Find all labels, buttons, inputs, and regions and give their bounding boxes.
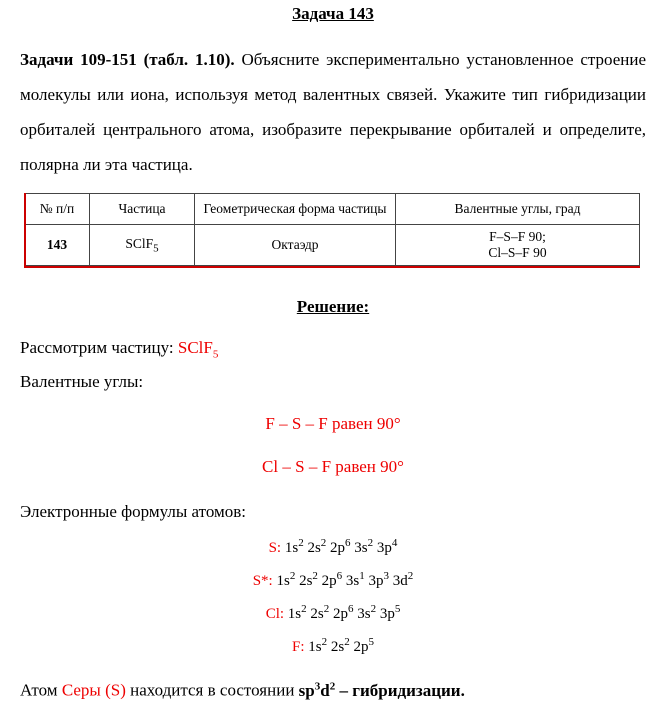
orbital: 1s [287,606,302,622]
orbital: 3s [353,606,371,622]
orbital-electrons: 2 [370,603,377,615]
orbital-electrons: 2 [407,570,414,582]
orbital: 3s [350,540,368,556]
header-angles: Валентные углы, град [396,194,640,225]
orbital-electrons: 6 [347,603,354,615]
orbital: 2p [326,540,346,556]
orbital-electrons: 6 [336,570,343,582]
orbital: 2s [306,606,324,622]
table-row [25,225,640,266]
angle-fsf: F – S – F равен 90° [265,414,401,433]
orbital: 2s [303,540,321,556]
header-particle: Частица [90,194,195,225]
particle-highlight: SClF$_5$ [177,338,219,361]
orbital: 2s [327,639,345,655]
orbital-electrons: 2 [301,603,307,615]
formula-cl [0,603,666,623]
task-reference: Задачи 109-151 (табл. 1.10). [20,50,235,69]
orbital-electrons: 3 [383,570,390,582]
formula-atom: S*: [252,573,277,589]
orbital: 2p [329,606,348,622]
orbital-electrons: 2 [367,537,374,549]
table-red-leftline [24,193,26,268]
data-table [24,193,640,266]
angles-label: Валентные углы: [20,372,144,391]
cell-particle: SClF$_5$ [90,225,195,266]
orbital-electrons: 5 [394,603,401,615]
cell-shape: Октаэдр [195,225,396,266]
solution-title: Решение: [296,297,370,316]
hybridization-line: Атом Серы (S) находится в состоянии $sp^3d^2$ – гибридизации. [20,680,465,700]
task-statement [20,42,646,182]
orbital: 2p [349,639,369,655]
table-header-row [25,194,640,225]
orbital-electrons: 2 [344,636,350,648]
header-shape: Геометрическая форма частицы [195,194,396,225]
consider-line: Рассмотрим частицу: SClF$_5$ [20,338,219,361]
orbital-electrons: 2 [323,603,330,615]
formula-s [0,537,666,557]
orbital-electrons: 2 [298,537,304,549]
orbital-electrons: 1 [359,570,365,582]
orbital-electrons: 6 [345,537,351,549]
problem-title: Задача 143 [292,4,374,23]
table-red-underline [24,266,640,268]
formula-atom: S: [268,540,285,556]
orbital-electrons: 2 [320,537,327,549]
orbital: 1s [284,540,299,556]
formula-s-excited [0,570,666,590]
formula-atom: Cl: [265,606,288,622]
orbital: 3p [376,606,395,622]
orbital-electrons: 2 [312,570,318,582]
orbital: 2p [317,573,337,589]
formula-atom: F: [292,639,309,655]
orbital-electrons: 5 [368,636,374,648]
orbital-electrons: 4 [391,537,398,549]
orbital: 1s [308,639,322,655]
orbital: 3s [342,573,360,589]
angle-clsf: Cl – S – F равен 90° [262,457,404,476]
orbital-electrons: 2 [321,636,328,648]
electron-formulas-label: Электронные формулы атомов: [20,502,247,521]
orbital: 3d [389,573,408,589]
orbital-electrons: 2 [289,570,296,582]
task-text: Объясните экспериментально установленное строение молекулы или иона, используя метод валентных связей. Укажите тип гибридизации орбиталей центрального атома, изобразите перекрывание орбиталей и определите, полярна ли эта частица. [20,50,647,174]
cell-angles: F–S–F 90; Cl–S–F 90 [396,225,640,266]
header-num: № п/п [25,194,90,225]
formula-f [0,636,666,656]
orbital: 3p [364,573,384,589]
cell-num: 143 [25,225,90,266]
orbital: 3p [373,540,392,556]
orbital: 2s [295,573,313,589]
orbital: 1s [276,573,290,589]
